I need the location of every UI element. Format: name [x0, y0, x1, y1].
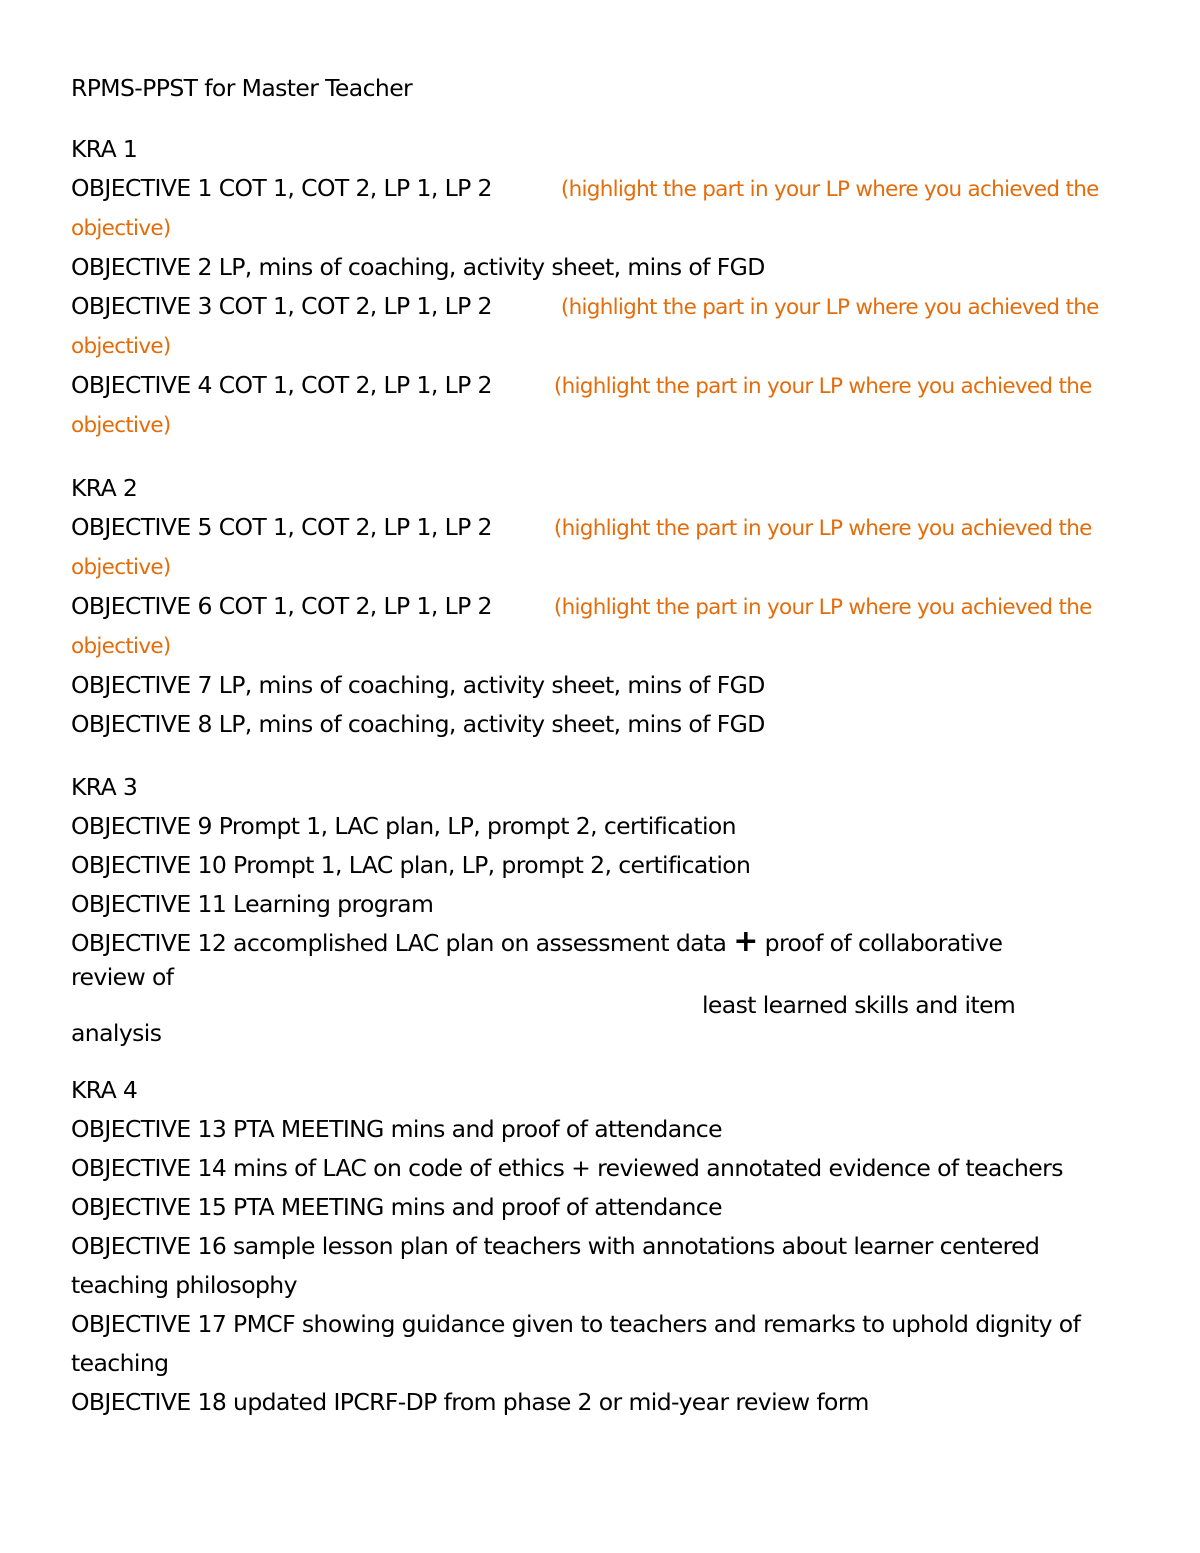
- objective-17: OBJECTIVE 17 PMCF showing guidance given to teachers and remarks to uphold dignity of teaching: [71, 1310, 1081, 1377]
- plus-sign: +: [733, 924, 758, 959]
- objective-5: [71, 508, 1131, 548]
- objective-12: [71, 924, 1131, 963]
- objective-18: OBJECTIVE 18 updated IPCRF-DP from phase 2 or mid-year review form: [71, 1388, 869, 1416]
- objective-3-note: (highlight the part in your LP where you achieved the: [560, 295, 1099, 320]
- objective-5-text: OBJECTIVE 5 COT 1, COT 2, LP 1, LP 2: [71, 513, 492, 541]
- objective-4-note-end: objective): [71, 413, 171, 438]
- kra-4-heading: KRA 4: [71, 1076, 138, 1104]
- objective-8: OBJECTIVE 8 LP, mins of coaching, activity sheet, mins of FGD: [71, 710, 765, 738]
- objective-2: OBJECTIVE 2 LP, mins of coaching, activity sheet, mins of FGD: [71, 253, 765, 281]
- objective-5-note: (highlight the part in your LP where you achieved the: [553, 516, 1092, 541]
- kra-2-section: [71, 469, 1131, 744]
- objective-1: [71, 169, 1131, 209]
- kra-2-heading: KRA 2: [71, 474, 138, 502]
- objective-6-text: OBJECTIVE 6 COT 1, COT 2, LP 1, LP 2: [71, 592, 492, 620]
- objective-1-note-end: objective): [71, 216, 171, 241]
- objective-12-line-3: least learned skills and item: [702, 991, 1016, 1019]
- objective-5-note-end: objective): [71, 555, 171, 580]
- kra-4-section: [71, 1071, 1131, 1422]
- objective-14: OBJECTIVE 14 mins of LAC on code of ethics + reviewed annotated evidence of teachers: [71, 1154, 1063, 1182]
- objective-6: [71, 587, 1131, 627]
- objective-4: [71, 366, 1131, 406]
- objective-6-note-end: objective): [71, 634, 171, 659]
- kra-1-section: [71, 130, 1131, 445]
- objective-12-text-2: proof of collaborative: [764, 929, 1003, 957]
- objective-12-text: OBJECTIVE 12 accomplished LAC plan on assessment data: [71, 929, 727, 957]
- objective-1-note: (highlight the part in your LP where you achieved the: [560, 177, 1099, 202]
- objective-3-text: OBJECTIVE 3 COT 1, COT 2, LP 1, LP 2: [71, 292, 492, 320]
- objective-12-line-4: analysis: [71, 1019, 162, 1047]
- document-page: [71, 70, 1131, 1422]
- kra-3-heading: KRA 3: [71, 773, 138, 801]
- objective-9: OBJECTIVE 9 Prompt 1, LAC plan, LP, prompt 2, certification: [71, 812, 736, 840]
- kra-3-section: [71, 768, 1131, 1047]
- objective-4-text: OBJECTIVE 4 COT 1, COT 2, LP 1, LP 2: [71, 371, 492, 399]
- objective-16: OBJECTIVE 16 sample lesson plan of teachers with annotations about learner centered teaching philosophy: [71, 1232, 1040, 1299]
- objective-3: [71, 287, 1131, 327]
- objective-13: OBJECTIVE 13 PTA MEETING mins and proof of attendance: [71, 1115, 722, 1143]
- kra-1-heading: KRA 1: [71, 135, 138, 163]
- objective-1-text: OBJECTIVE 1 COT 1, COT 2, LP 1, LP 2: [71, 174, 492, 202]
- objective-4-note: (highlight the part in your LP where you achieved the: [553, 374, 1092, 399]
- objective-10: OBJECTIVE 10 Prompt 1, LAC plan, LP, prompt 2, certification: [71, 851, 751, 879]
- document-title: RPMS-PPST for Master Teacher: [71, 74, 413, 102]
- objective-15: OBJECTIVE 15 PTA MEETING mins and proof of attendance: [71, 1193, 722, 1221]
- objective-12-line-2: review of: [71, 963, 174, 991]
- objective-11: OBJECTIVE 11 Learning program: [71, 890, 434, 918]
- objective-7: OBJECTIVE 7 LP, mins of coaching, activity sheet, mins of FGD: [71, 671, 765, 699]
- objective-3-note-end: objective): [71, 334, 171, 359]
- objective-6-note: (highlight the part in your LP where you achieved the: [553, 595, 1092, 620]
